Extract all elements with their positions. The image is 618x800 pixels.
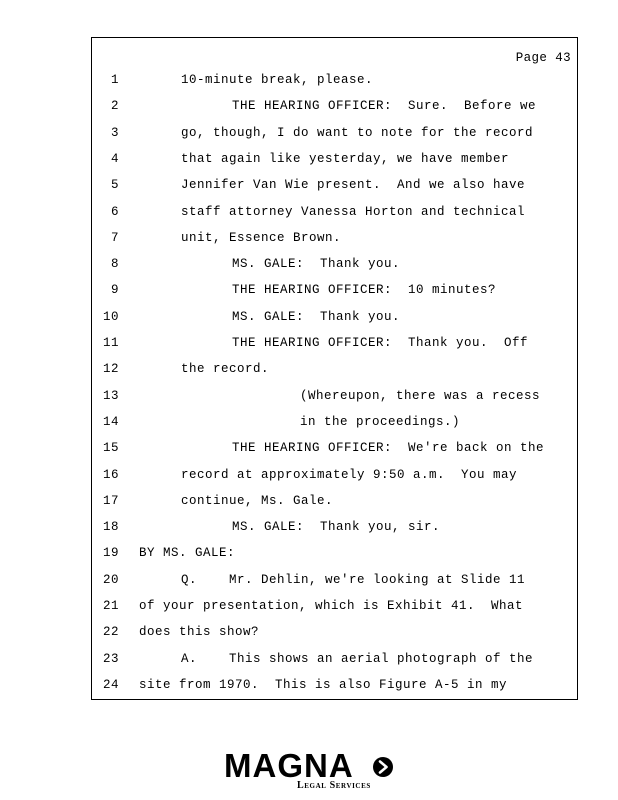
line-text: does this show? <box>139 625 260 640</box>
transcript-line <box>92 99 577 119</box>
transcript-line <box>92 205 577 225</box>
line-number: 4 <box>110 151 119 166</box>
line-text: THE HEARING OFFICER: We're back on the <box>232 441 545 456</box>
line-number: 16 <box>102 467 119 482</box>
line-number: 18 <box>102 520 119 535</box>
line-text: BY MS. GALE: <box>139 546 236 561</box>
line-text: MS. GALE: Thank you, sir. <box>232 520 441 535</box>
line-text: A. This shows an aerial photograph of the <box>181 651 534 666</box>
line-text: unit, Essence Brown. <box>181 230 342 245</box>
transcript-line <box>92 468 577 488</box>
line-number: 1 <box>110 73 119 87</box>
line-text: of your presentation, which is Exhibit 41. What <box>139 599 524 613</box>
line-text: record at approximately 9:50 a.m. You may <box>181 467 518 482</box>
line-text: (Whereupon, there was a recess <box>300 388 541 403</box>
line-text: Jennifer Van Wie present. And we also have <box>181 178 526 193</box>
line-number: 8 <box>110 257 119 272</box>
transcript-line <box>92 336 577 356</box>
line-number: 13 <box>102 388 119 403</box>
logo-wordmark: MAGNA <box>224 747 354 784</box>
transcript-line <box>92 283 577 303</box>
line-number: 3 <box>110 125 119 140</box>
transcript-line <box>92 573 577 593</box>
transcript-line <box>92 152 577 172</box>
line-number: 22 <box>102 625 119 640</box>
line-number: 12 <box>102 362 119 377</box>
line-number: 9 <box>110 283 119 298</box>
line-text: MS. GALE: Thank you. <box>232 309 401 324</box>
line-number: 23 <box>102 651 119 666</box>
page-number: Page 43 <box>515 51 571 65</box>
line-text: go, though, I do want to note for the record <box>181 125 534 140</box>
line-text: THE HEARING OFFICER: Thank you. Off <box>232 336 529 350</box>
line-number: 24 <box>102 677 119 692</box>
line-text: the record. <box>181 362 270 377</box>
line-number: 2 <box>110 99 119 114</box>
transcript-line <box>92 231 577 251</box>
line-text: in the proceedings.) <box>300 414 461 429</box>
transcript-line <box>92 625 577 645</box>
line-number: 6 <box>110 204 119 219</box>
line-text: THE HEARING OFFICER: 10 minutes? <box>232 283 497 298</box>
line-number: 11 <box>102 336 119 350</box>
transcript-line <box>92 257 577 277</box>
transcript-line <box>92 389 577 409</box>
transcript-line <box>92 494 577 514</box>
transcript-line <box>92 415 577 435</box>
line-text: staff attorney Vanessa Horton and technical <box>181 204 526 219</box>
line-text: that again like yesterday, we have member <box>181 151 510 166</box>
line-text: continue, Ms. Gale. <box>181 493 334 508</box>
transcript-line <box>92 599 577 619</box>
line-text: 10-minute break, please. <box>181 73 374 87</box>
line-number: 10 <box>102 309 119 324</box>
line-number: 21 <box>102 599 119 613</box>
line-text: Q. Mr. Dehlin, we're looking at Slide 11 <box>181 572 526 587</box>
line-text: THE HEARING OFFICER: Sure. Before we <box>232 99 537 114</box>
line-number: 14 <box>102 414 119 429</box>
line-number: 15 <box>102 441 119 456</box>
transcript-page <box>91 37 578 700</box>
transcript-line <box>92 546 577 566</box>
transcript-line <box>92 652 577 672</box>
transcript-line <box>92 441 577 461</box>
line-number: 5 <box>110 178 119 193</box>
line-text: MS. GALE: Thank you. <box>232 257 401 272</box>
transcript-line <box>92 520 577 540</box>
logo-tagline: Legal Services <box>297 780 371 791</box>
line-number: 7 <box>110 230 119 245</box>
transcript-line <box>92 178 577 198</box>
line-number: 19 <box>102 546 119 561</box>
transcript-line <box>92 73 577 93</box>
transcript-line <box>92 126 577 146</box>
chevron-right-icon <box>372 756 394 778</box>
magna-logo <box>224 748 404 794</box>
transcript-line <box>92 310 577 330</box>
transcript-line <box>92 678 577 698</box>
line-number: 17 <box>102 493 119 508</box>
line-number: 20 <box>102 572 119 587</box>
line-text: site from 1970. This is also Figure A-5 in my <box>139 677 508 692</box>
transcript-line <box>92 362 577 382</box>
